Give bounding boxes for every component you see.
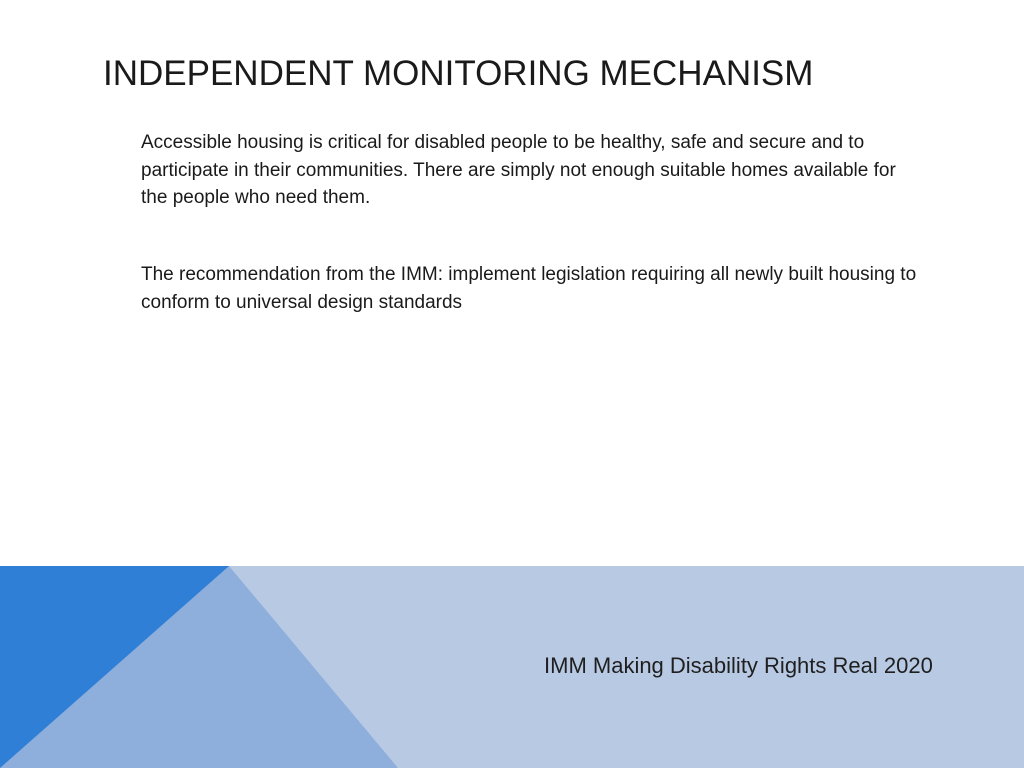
body-paragraph-recommendation: The recommendation from the IMM: implement legislation requiring all newly built housing to conform to universal design standards [141,264,917,313]
body-paragraph-housing: Accessible housing is critical for disabled people to be healthy, safe and secure and to participate in their communities. There are simply not enough suitable homes available for the people who need them. [141,132,896,208]
footer-caption: IMM Making Disability Rights Real 2020 [544,653,933,678]
slide-title: INDEPENDENT MONITORING MECHANISM [103,54,814,93]
